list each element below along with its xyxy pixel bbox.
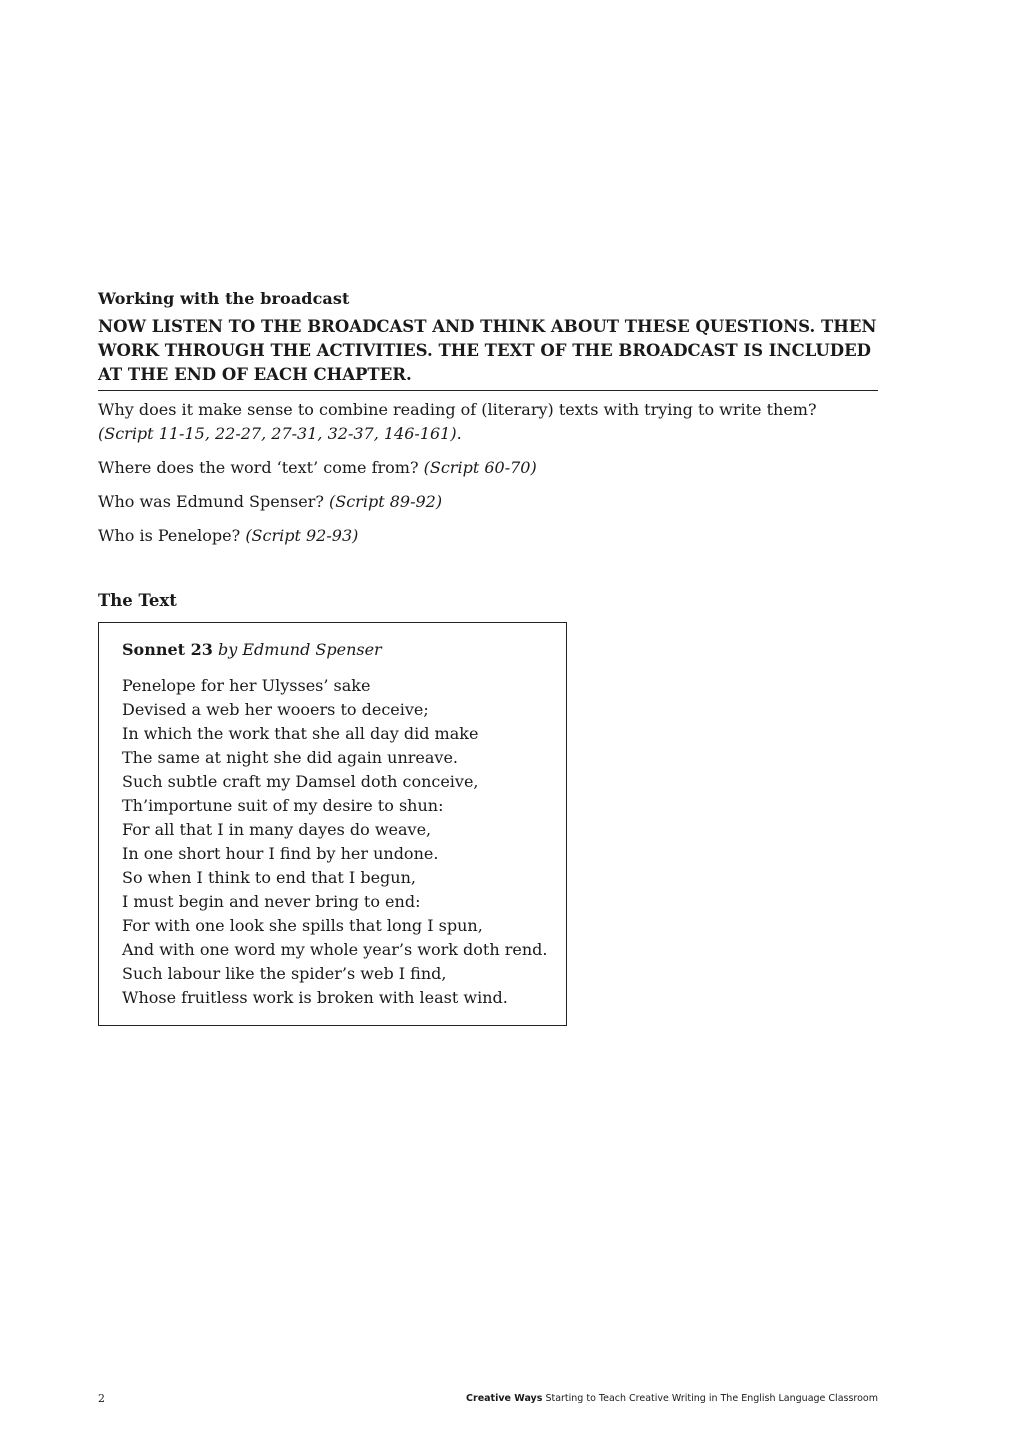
footer-subtitle: Starting to Teach Creative Writing in The English Language Classroom [545,1393,878,1404]
poem-title [122,639,566,661]
question-item [98,398,898,446]
page-number: 2 [98,1392,105,1405]
poem-title-text: Sonnet 23 [122,640,213,659]
script-reference: (Script 60-70) [423,458,537,477]
poem-line: Such subtle craft my Damsel doth conceive, [122,772,479,791]
poem-line: In which the work that she all day did make [122,724,479,743]
poem-line: Devised a web her wooers to deceive; [122,700,429,719]
question-text: Where does the word ‘text’ come from? [98,458,419,477]
question-text: Why does it make sense to combine reading of (literary) texts with trying to write them? [98,400,817,419]
question-item [98,456,898,480]
script-reference: (Script 92-93) [245,526,359,545]
broadcast-instruction: NOW LISTEN TO THE BROADCAST AND THINK ABOUT THESE QUESTIONS. THEN WORK THROUGH THE ACTIVITIES. THE TEXT OF THE BROADCAST IS INCLUDED AT THE END OF EACH CHAPTER. [98,315,878,391]
poem-line: For with one look she spills that long I spun, [122,916,483,935]
script-reference: (Script 89-92) [329,492,443,511]
poem-box [98,622,567,1026]
poem-line: In one short hour I find by her undone. [122,844,439,863]
script-reference: (Script 11-15, 22-27, 27-31, 32-37, 146-161). [98,424,462,443]
running-footer [466,1393,878,1404]
question-list [98,398,898,558]
poem-line: Penelope for her Ulysses’ sake [122,676,371,695]
poem-line: Such labour like the spider’s web I find, [122,964,447,983]
text-section-heading: The Text [98,591,177,610]
question-text: Who is Penelope? [98,526,241,545]
poem-lines [122,674,566,1010]
poem-line: And with one word my whole year’s work doth rend. [122,940,548,959]
section-heading: Working with the broadcast [98,289,350,308]
poem-line: Whose fruitless work is broken with least wind. [122,988,508,1007]
footer-brand: Creative Ways [466,1393,543,1404]
question-item [98,524,898,548]
poem-byline: by Edmund Spenser [218,640,382,659]
poem-line: Th’importune suit of my desire to shun: [122,796,444,815]
poem-line: The same at night she did again unreave. [122,748,458,767]
question-item [98,490,898,514]
poem-line: For all that I in many dayes do weave, [122,820,432,839]
poem-line: So when I think to end that I begun, [122,868,416,887]
poem-line: I must begin and never bring to end: [122,892,421,911]
question-text: Who was Edmund Spenser? [98,492,324,511]
